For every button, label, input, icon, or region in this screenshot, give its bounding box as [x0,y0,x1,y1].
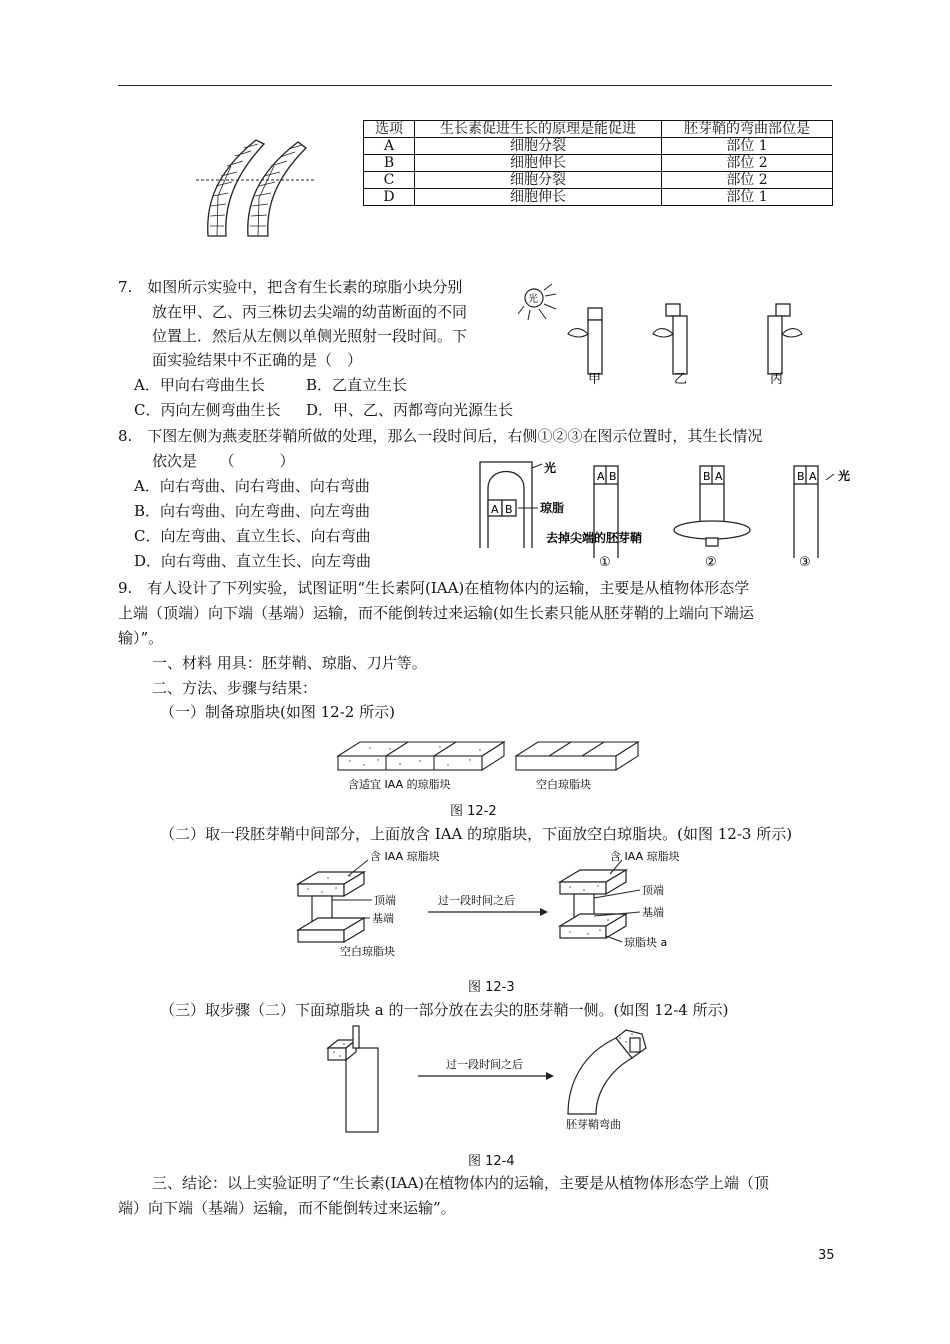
table-cell: 细胞伸长 [415,155,662,172]
q7-line: 面实验结果中不正确的是（ ） [152,351,363,369]
fig-12-2 [330,734,650,796]
iaa-agar-label: 含 IAA 琼脂块 [370,850,440,863]
table-cell: 细胞伸长 [415,189,662,206]
fig-12-3 [288,848,708,962]
light-label: 光 [528,294,538,305]
table-row [364,155,833,172]
header-rule [118,85,832,86]
decapitated-label: 去掉尖端的胚芽鞘 [546,531,643,545]
table-cell: B [364,155,415,172]
q9-methods: 二、方法、步骤与结果： [152,679,318,697]
q7-line: 位置上．然后从左侧以单侧光照射一段时间。下 [152,327,468,345]
bent-coleoptile-label: 胚芽鞘弯曲 [566,1118,621,1131]
fig-12-4 [320,1024,660,1134]
q7-option-c: C．丙向左侧弯曲生长 [134,401,281,419]
agar-a-label: 琼脂块 a [624,936,668,949]
q7-option-d: D．甲、乙、丙都弯向光源生长 [306,401,514,419]
iaa-agar-label: 含适宜 IAA 的琼脂块 [348,778,451,791]
q8-line: 依次是 （ ） [152,452,295,470]
table-cell: 部位 1 [662,138,833,155]
q9-line: 9. 有人设计了下列实验，试图证明“生长素阿(IAA)在植物体内的运输，主要是从植物体形态学 [118,579,750,597]
fig-12-4-caption: 图 12-4 [468,1154,515,1169]
table-cell: 细胞分裂 [415,138,662,155]
q9-line: 上端（顶端）向下端（基端）运输，而不能倒转过来运输(如生长素只能从胚芽鞘的上端向下端运 [118,604,754,622]
q9-materials: 一、材料 用具：胚芽鞘、琼脂、刀片等。 [152,654,427,672]
table-cell: C [364,172,415,189]
table-cell: 部位 2 [662,155,833,172]
seedling-label-jia: 甲 [588,372,602,386]
table-row [364,138,833,155]
num-2: ② [705,555,717,570]
light-label: 光 [544,461,557,475]
iaa-agar-label-2: 含 IAA 琼脂块 [610,850,680,863]
q8-option-b: B．向右弯曲、向左弯曲、向左弯曲 [134,502,371,520]
base-label: 基端 [372,912,394,925]
q7-option-b: B．乙直立生长 [306,376,408,394]
q7-seedling-figure [516,282,806,386]
q8-coleoptile-figure [474,458,859,572]
table-cell: A [364,138,415,155]
block-label: A [715,470,723,483]
apex-label-2: 顶端 [642,884,664,897]
table-header-row [364,121,833,138]
conclusion-line: 三、结论：以上实验证明了“生长素(IAA)在植物体内的运输，主要是从植物体形态学上端（顶 [152,1174,769,1192]
table-header: 选项 [364,121,415,138]
after-time-label: 过一段时间之后 [438,894,515,907]
base-label-2: 基端 [642,906,664,919]
q9-step3: （三）取步骤（二）下面琼脂块 a 的一部分放在去尖的胚芽鞘一侧。(如图 12-4 所示) [160,1001,729,1019]
fig-12-3-caption: 图 12-3 [468,980,515,995]
options-table [363,120,833,206]
apex-label: 顶端 [374,894,396,907]
blank-agar-label: 空白琼脂块 [536,778,591,791]
num-3: ③ [799,555,811,570]
coleoptile-section-figure [196,136,316,240]
table-header: 生长素促进生长的原理是能促进 [415,121,662,138]
q7-line: 7. 如图所示实验中，把含有生长素的琼脂小块分别 [118,278,463,296]
q9-step2: （二）取一段胚芽鞘中间部分，上面放含 IAA 的琼脂块，下面放空白琼脂块。(如图 12-3 所示) [160,825,793,843]
table-cell: 部位 2 [662,172,833,189]
light-label: 光 [838,469,851,483]
block-label: A [597,470,605,483]
q8-line: 8. 下图左侧为燕麦胚芽鞘所做的处理，那么一段时间后，右侧①②③在图示位置时，其生长情况 [118,427,763,445]
table-cell: 部位 1 [662,189,833,206]
block-label: B [609,470,617,483]
after-time-label: 过一段时间之后 [446,1058,523,1071]
blank-agar-label: 空白琼脂块 [340,945,395,958]
q7-option-a: A．甲向右弯曲生长 [134,376,265,394]
conclusion-line: 端）向下端（基端）运输，而不能倒转过来运输”。 [118,1199,456,1217]
page-number: 35 [818,1248,835,1263]
num-1: ① [599,555,611,570]
q8-option-c: C．向左弯曲、直立生长、向右弯曲 [134,527,371,545]
seedling-label-yi: 乙 [674,372,688,386]
block-b-label: B [505,503,513,516]
table-cell: 细胞分裂 [415,172,662,189]
q9-step1: （一）制备琼脂块(如图 12-2 所示) [160,703,395,721]
block-a-label: A [491,503,499,516]
block-label: A [809,470,817,483]
table-row [364,189,833,206]
table-cell: D [364,189,415,206]
q8-option-a: A．向右弯曲、向右弯曲、向右弯曲 [134,477,370,495]
block-label: B [797,470,805,483]
q8-option-d: D．向右弯曲、直立生长、向左弯曲 [134,552,372,570]
table-row [364,172,833,189]
seedling-label-bing: 丙 [770,372,784,386]
q9-line: 输）”。 [118,629,164,647]
table-header: 胚芽鞘的弯曲部位是 [662,121,833,138]
q7-line: 放在甲、乙、丙三株切去尖端的幼苗断面的不同 [152,303,468,321]
fig-12-2-caption: 图 12-2 [450,804,497,819]
agar-label: 琼脂 [540,501,565,515]
block-label: B [703,470,711,483]
